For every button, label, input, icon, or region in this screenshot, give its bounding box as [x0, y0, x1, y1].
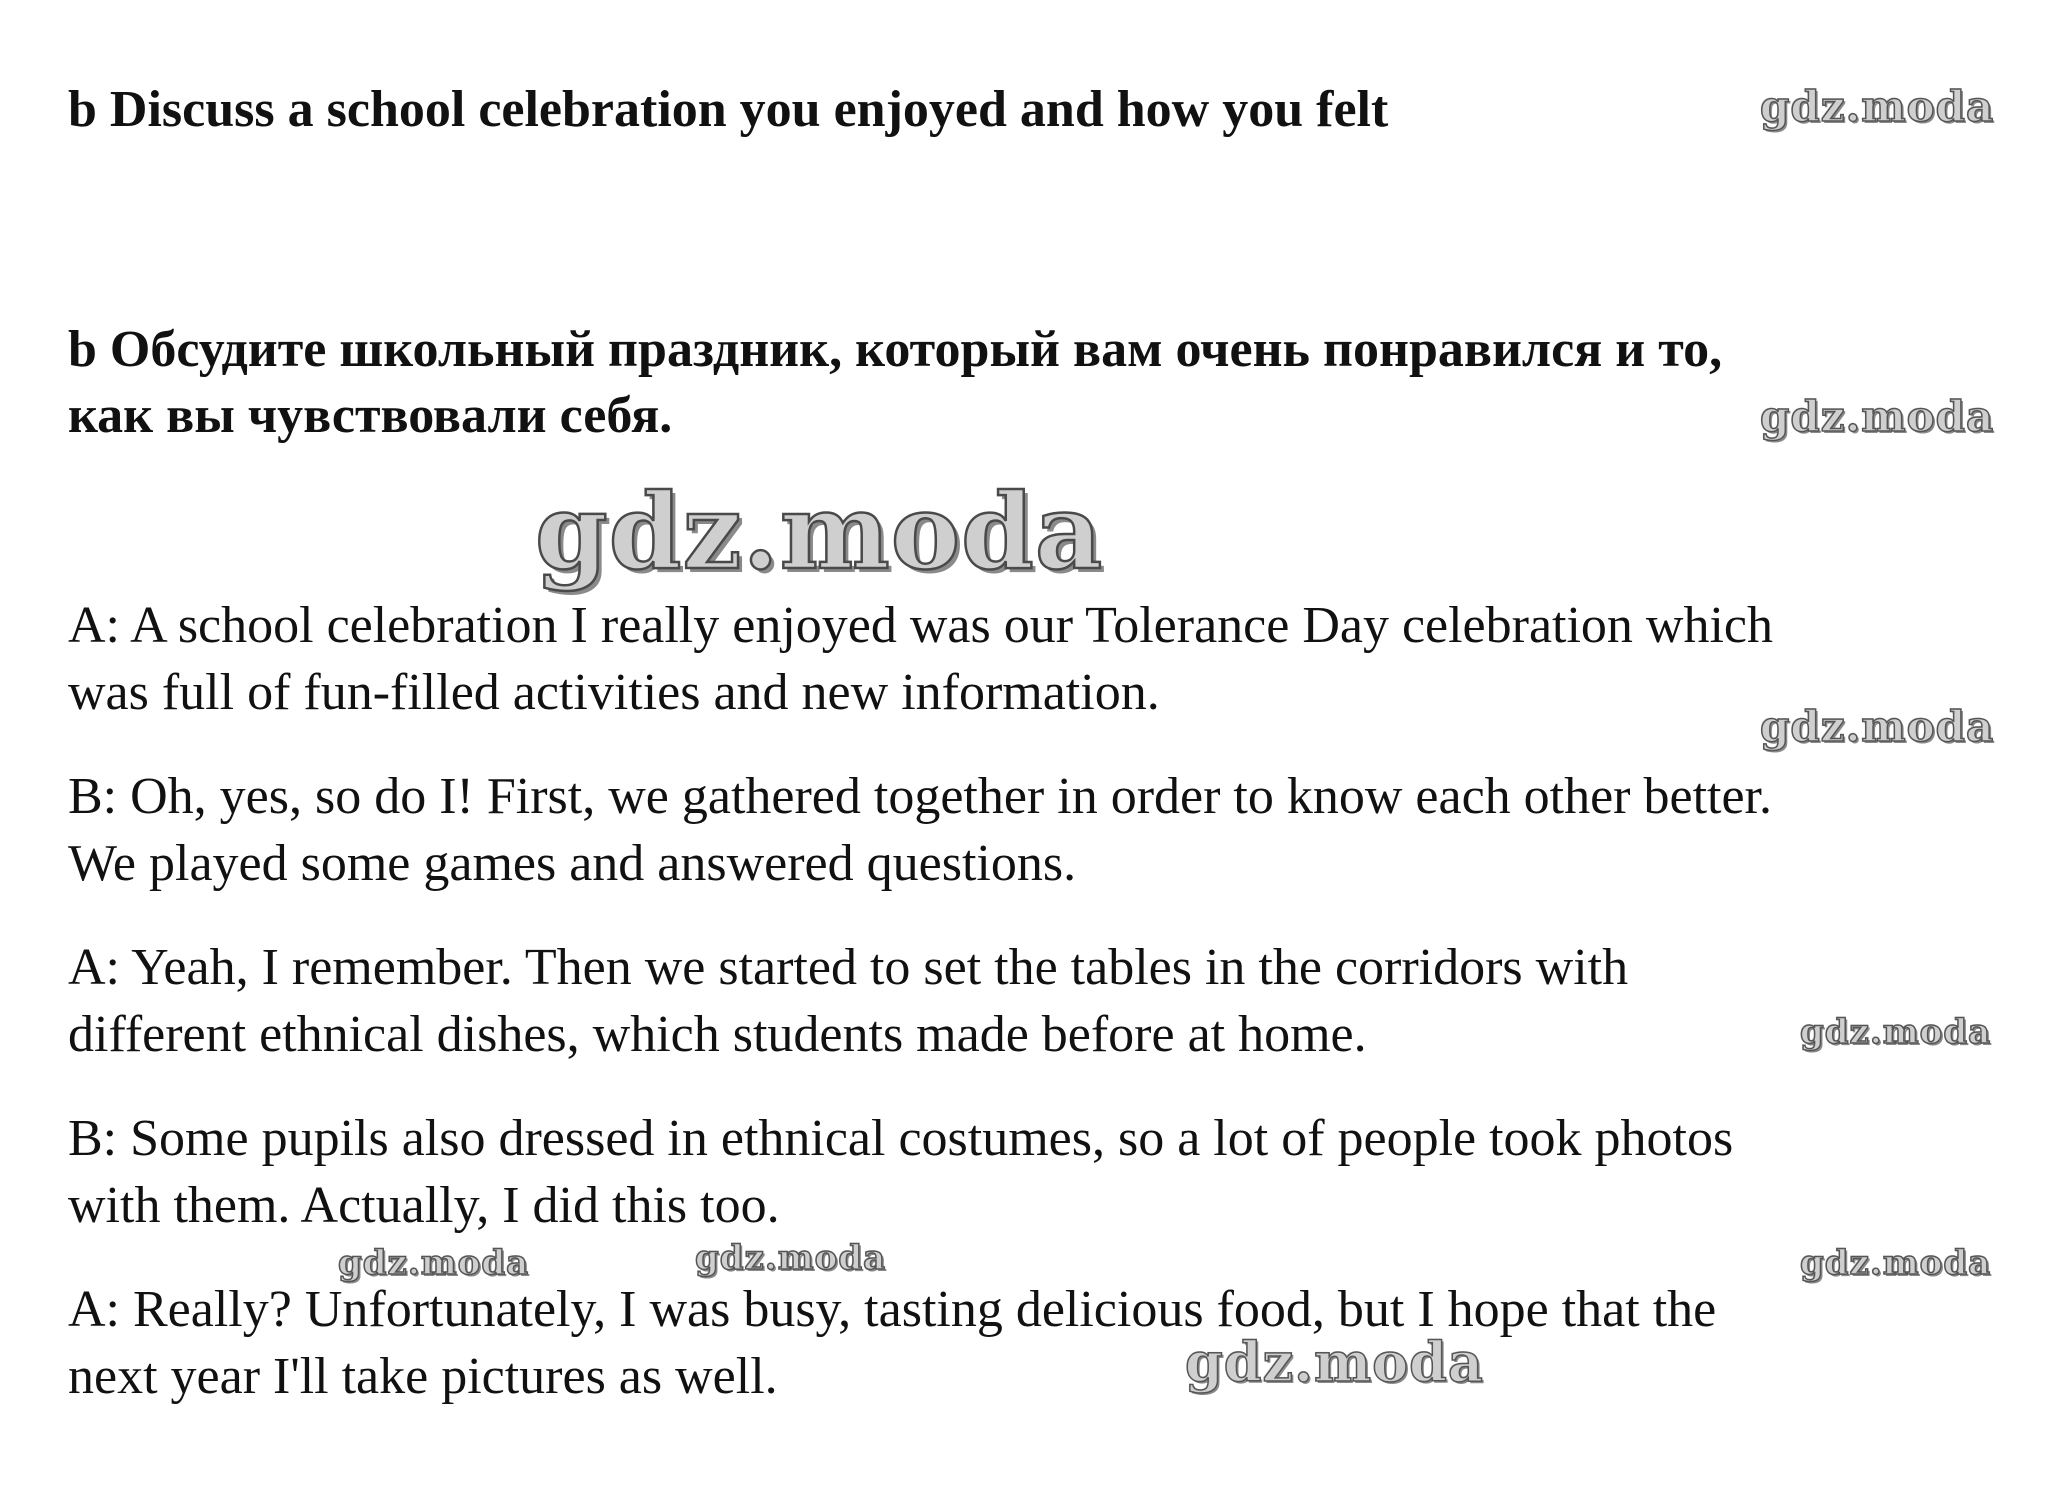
- dialogue-line: A: Really? Unfortunately, I was busy, tasting delicious food, but I hope that the: [68, 1281, 1717, 1338]
- task-heading-russian-line-1: b Обсудите школьный праздник, который вам очень понравился и то,: [68, 321, 1723, 378]
- dialogue-line: A: A school celebration I really enjoyed was our Tolerance Day celebration which: [68, 597, 1774, 654]
- watermark: gdz.moda: [1760, 82, 1995, 131]
- dialogue-line: A: Yeah, I remember. Then we started to set the tables in the corridors with: [68, 939, 1629, 996]
- task-heading-english: b Discuss a school celebration you enjoyed and how you felt: [68, 81, 1389, 138]
- dialogue-line: was full of fun-filled activities and new information.: [68, 664, 1160, 721]
- dialogue-line: with them. Actually, I did this too.: [68, 1177, 780, 1234]
- watermark: gdz.moda: [1760, 702, 1995, 751]
- dialogue-line: next year I'll take pictures as well.: [68, 1348, 778, 1405]
- dialogue-line: different ethnical dishes, which students made before at home.: [68, 1006, 1367, 1063]
- watermark: gdz.moda: [1800, 1243, 1992, 1283]
- task-heading-russian: [68, 317, 1722, 449]
- watermark: gdz.moda: [1760, 392, 1995, 441]
- dialogue-line: We played some games and answered questions.: [68, 835, 1077, 892]
- watermark: gdz.moda: [1185, 1330, 1484, 1394]
- watermark: gdz.moda: [535, 470, 1104, 593]
- watermark: gdz.moda: [338, 1243, 530, 1283]
- task-heading-russian-line-2: как вы чувствовали себя.: [68, 387, 673, 444]
- dialogue-line: B: Oh, yes, so do I! First, we gathered together in order to know each other better.: [68, 768, 1772, 825]
- watermark: gdz.moda: [695, 1238, 887, 1278]
- watermark: gdz.moda: [1800, 1012, 1992, 1052]
- dialogue-line: B: Some pupils also dressed in ethnical costumes, so a lot of people took photos: [68, 1110, 1734, 1167]
